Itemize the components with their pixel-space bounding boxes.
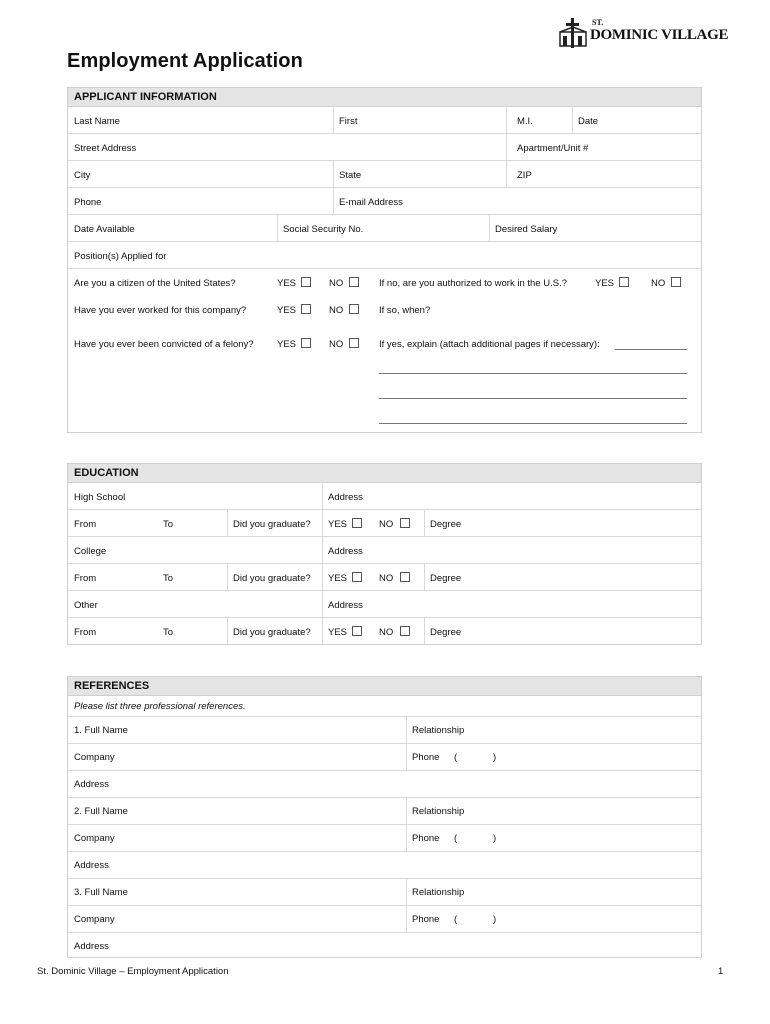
ref1-paren-close: ) bbox=[493, 752, 497, 763]
page-number: 1 bbox=[718, 966, 724, 977]
state-field[interactable]: State bbox=[339, 170, 362, 181]
ref1-paren-open: ( bbox=[454, 752, 458, 763]
ref2-paren-close: ) bbox=[493, 833, 497, 844]
high-school-field[interactable]: High School bbox=[74, 492, 126, 503]
education-header: EDUCATION bbox=[68, 464, 701, 483]
positions-field[interactable]: Position(s) Applied for bbox=[74, 251, 167, 262]
ref2-relationship-field[interactable]: Relationship bbox=[412, 806, 465, 817]
hs-degree-field[interactable]: Degree bbox=[430, 519, 462, 530]
hs-yes-checkbox[interactable] bbox=[352, 518, 362, 528]
ref3-phone-field[interactable]: Phone bbox=[412, 914, 440, 925]
citizen-yes-checkbox[interactable] bbox=[301, 277, 311, 287]
ref2-full-name-field[interactable]: 2. Full Name bbox=[74, 806, 128, 817]
authorized-no-checkbox[interactable] bbox=[671, 277, 681, 287]
applicant-header: APPLICANT INFORMATION bbox=[68, 88, 701, 107]
college-no-label: NO bbox=[379, 573, 394, 584]
hs-graduate-label: Did you graduate? bbox=[233, 519, 311, 530]
explain-line-4[interactable] bbox=[379, 423, 687, 424]
applicant-section bbox=[67, 87, 702, 433]
felony-yes-checkbox[interactable] bbox=[301, 338, 311, 348]
email-field[interactable]: E-mail Address bbox=[339, 197, 403, 208]
ref1-full-name-field[interactable]: 1. Full Name bbox=[74, 725, 128, 736]
other-yes-label: YES bbox=[328, 627, 348, 638]
worked-no-checkbox[interactable] bbox=[349, 304, 359, 314]
college-graduate-label: Did you graduate? bbox=[233, 573, 311, 584]
logo bbox=[558, 18, 729, 50]
phone-field[interactable]: Phone bbox=[74, 197, 102, 208]
other-to-field[interactable]: To bbox=[163, 627, 174, 638]
education-section bbox=[67, 463, 702, 645]
logo-st: ST. bbox=[592, 18, 604, 27]
authorized-yes-label: YES bbox=[595, 278, 615, 289]
desired-salary-field[interactable]: Desired Salary bbox=[495, 224, 558, 235]
college-degree-field[interactable]: Degree bbox=[430, 573, 462, 584]
other-from-field[interactable]: From bbox=[74, 627, 97, 638]
when-question: If so, when? bbox=[379, 305, 431, 316]
other-no-checkbox[interactable] bbox=[400, 626, 410, 636]
worked-question: Have you ever worked for this company? bbox=[74, 305, 247, 316]
ref2-paren-open: ( bbox=[454, 833, 458, 844]
explain-line-2[interactable] bbox=[379, 373, 687, 374]
ref3-relationship-field[interactable]: Relationship bbox=[412, 887, 465, 898]
worked-yes-label: YES bbox=[277, 305, 297, 316]
church-icon bbox=[558, 18, 588, 48]
authorized-yes-checkbox[interactable] bbox=[619, 277, 629, 287]
college-yes-label: YES bbox=[328, 573, 348, 584]
ref3-paren-open: ( bbox=[454, 914, 458, 925]
ref1-relationship-field[interactable]: Relationship bbox=[412, 725, 465, 736]
date-available-field[interactable]: Date Available bbox=[74, 224, 135, 235]
citizen-no-label: NO bbox=[329, 278, 344, 289]
college-yes-checkbox[interactable] bbox=[352, 572, 362, 582]
authorized-no-label: NO bbox=[651, 278, 666, 289]
logo-name: DOMINIC VILLAGE bbox=[590, 27, 729, 43]
high-school-address-field[interactable]: Address bbox=[328, 492, 363, 503]
college-from-field[interactable]: From bbox=[74, 573, 97, 584]
apartment-field[interactable]: Apartment/Unit # bbox=[517, 143, 589, 154]
worked-no-label: NO bbox=[329, 305, 344, 316]
other-school-field[interactable]: Other bbox=[74, 600, 98, 611]
references-section bbox=[67, 676, 702, 958]
zip-field[interactable]: ZIP bbox=[517, 170, 532, 181]
mi-field[interactable]: M.I. bbox=[517, 116, 533, 127]
ref2-company-field[interactable]: Company bbox=[74, 833, 115, 844]
citizen-yes-label: YES bbox=[277, 278, 297, 289]
college-no-checkbox[interactable] bbox=[400, 572, 410, 582]
college-to-field[interactable]: To bbox=[163, 573, 174, 584]
page-title: Employment Application bbox=[67, 50, 303, 72]
hs-yes-label: YES bbox=[328, 519, 348, 530]
felony-no-checkbox[interactable] bbox=[349, 338, 359, 348]
explain-line-3[interactable] bbox=[379, 398, 687, 399]
felony-yes-label: YES bbox=[277, 339, 297, 350]
college-field[interactable]: College bbox=[74, 546, 107, 557]
ref2-phone-field[interactable]: Phone bbox=[412, 833, 440, 844]
citizen-no-checkbox[interactable] bbox=[349, 277, 359, 287]
ref2-address-field[interactable]: Address bbox=[74, 860, 109, 871]
felony-no-label: NO bbox=[329, 339, 344, 350]
other-graduate-label: Did you graduate? bbox=[233, 627, 311, 638]
street-address-field[interactable]: Street Address bbox=[74, 143, 137, 154]
first-name-field[interactable]: First bbox=[339, 116, 358, 127]
ref3-company-field[interactable]: Company bbox=[74, 914, 115, 925]
ssn-field[interactable]: Social Security No. bbox=[283, 224, 364, 235]
last-name-field[interactable]: Last Name bbox=[74, 116, 120, 127]
explain-question: If yes, explain (attach additional pages if necessary): bbox=[379, 339, 600, 350]
hs-no-label: NO bbox=[379, 519, 394, 530]
other-no-label: NO bbox=[379, 627, 394, 638]
explain-line-1[interactable] bbox=[615, 349, 687, 350]
other-address-field[interactable]: Address bbox=[328, 600, 363, 611]
ref3-full-name-field[interactable]: 3. Full Name bbox=[74, 887, 128, 898]
references-header: REFERENCES bbox=[68, 677, 701, 696]
authorized-question: If no, are you authorized to work in the U.S.? bbox=[379, 278, 567, 289]
ref3-address-field[interactable]: Address bbox=[74, 941, 109, 952]
hs-from-field[interactable]: From bbox=[74, 519, 97, 530]
worked-yes-checkbox[interactable] bbox=[301, 304, 311, 314]
hs-to-field[interactable]: To bbox=[163, 519, 174, 530]
city-field[interactable]: City bbox=[74, 170, 91, 181]
ref1-address-field[interactable]: Address bbox=[74, 779, 109, 790]
hs-no-checkbox[interactable] bbox=[400, 518, 410, 528]
college-address-field[interactable]: Address bbox=[328, 546, 363, 557]
felony-question: Have you ever been convicted of a felony? bbox=[74, 339, 254, 350]
ref1-phone-field[interactable]: Phone bbox=[412, 752, 440, 763]
date-field[interactable]: Date bbox=[578, 116, 599, 127]
other-degree-field[interactable]: Degree bbox=[430, 627, 462, 638]
ref1-company-field[interactable]: Company bbox=[74, 752, 115, 763]
references-note: Please list three professional references. bbox=[74, 701, 246, 712]
other-yes-checkbox[interactable] bbox=[352, 626, 362, 636]
citizen-question: Are you a citizen of the United States? bbox=[74, 278, 236, 289]
ref3-paren-close: ) bbox=[493, 914, 497, 925]
footer-text: St. Dominic Village – Employment Application bbox=[37, 966, 229, 977]
